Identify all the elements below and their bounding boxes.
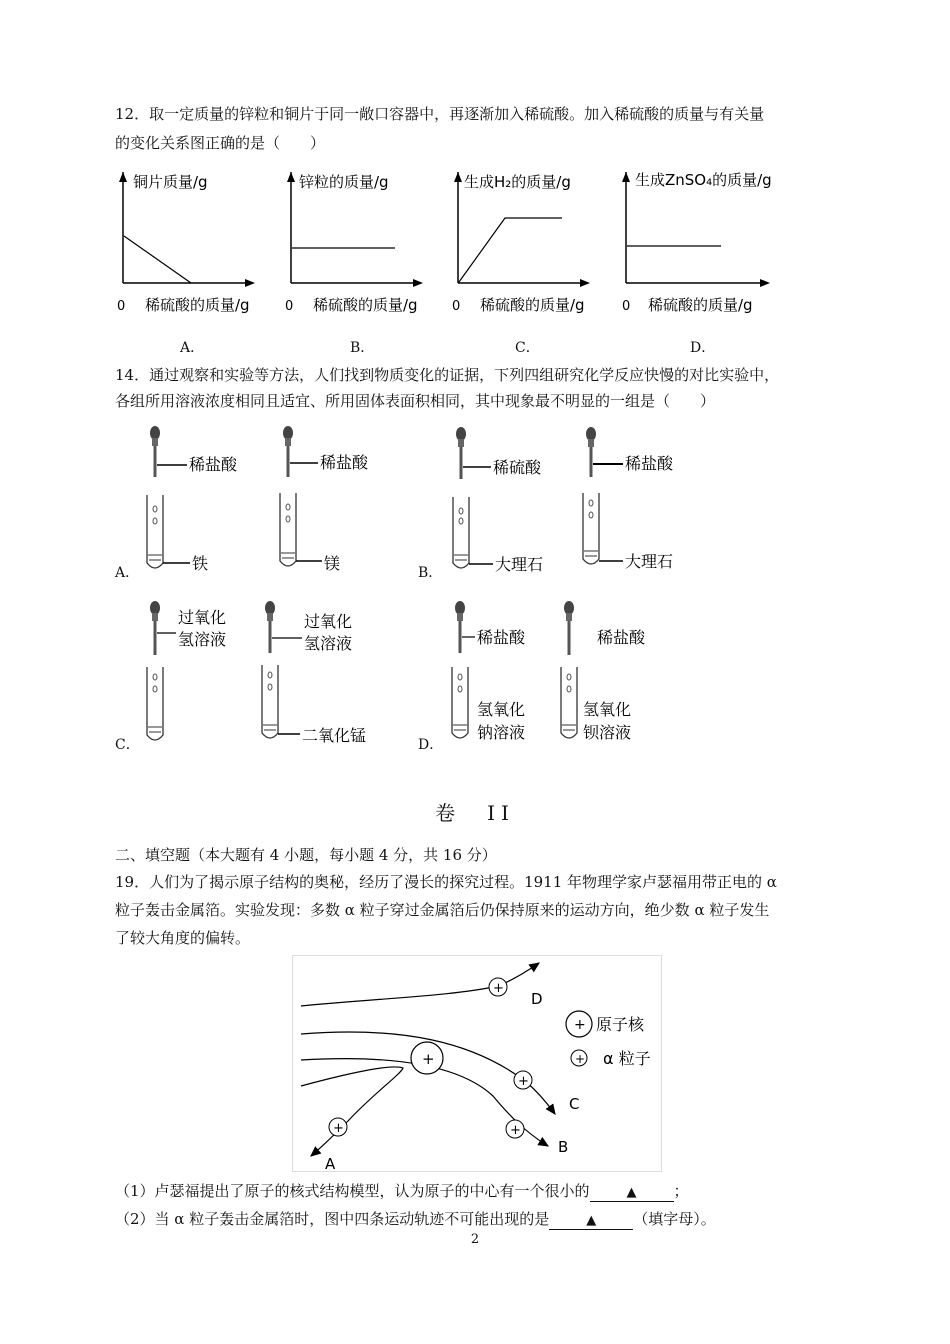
graph-a-xlabel: 稀硫酸的质量/g — [145, 296, 250, 314]
b-right-dropper-text: 稀盐酸 — [625, 454, 674, 473]
label-d: D — [531, 990, 543, 1008]
svg-text:+: + — [493, 981, 504, 996]
svg-text:+: + — [574, 1017, 586, 1033]
dropper-icon — [283, 426, 293, 477]
graph-c-line — [459, 218, 562, 282]
graph-b-option[interactable]: B． — [350, 340, 375, 356]
c-left-dropper-line2: 氢溶液 — [178, 630, 227, 649]
a-left-tube-text: 铁 — [192, 554, 209, 573]
test-tube-icon — [147, 495, 163, 568]
dropper-icon — [564, 601, 574, 655]
q12-line2: 的变化关系图正确的是（ ） — [115, 134, 326, 152]
sub2-text: （2）当 α 粒子轰击金属箔时，图中四条运动轨迹不可能出现的是 — [115, 1210, 550, 1228]
graph-b-xlabel: 稀硫酸的质量/g — [313, 296, 418, 314]
test-tube-icon — [147, 667, 163, 740]
graph-a-option[interactable]: A． — [180, 340, 205, 356]
dropper-icon — [455, 601, 465, 653]
q14-option-d-figure — [447, 595, 657, 750]
graph-d-ylabel: 生成ZnSO₄的质量/g — [635, 171, 772, 189]
c-right-tube-text: 二氧化锰 — [302, 726, 367, 745]
q14-option-d-label[interactable]: D． — [418, 737, 444, 753]
test-tube-icon — [280, 493, 296, 566]
graph-a-ylabel: 铜片质量/g — [133, 173, 208, 191]
b-left-dropper-text: 稀硫酸 — [493, 458, 542, 477]
legend-nucleus-text: 原子核 — [596, 1015, 645, 1034]
q14-option-c-figure — [142, 595, 376, 750]
svg-text:+: + — [510, 1123, 521, 1138]
graph-c — [450, 170, 598, 320]
page-number: 2 — [470, 1232, 480, 1247]
test-tube-icon — [583, 493, 599, 564]
test-tube-icon — [452, 667, 468, 738]
a-right-tube-text: 镁 — [324, 554, 341, 573]
test-tube-icon — [561, 667, 577, 738]
sub2 — [115, 1209, 716, 1230]
c-right-dropper-line1: 过氧化 — [304, 612, 353, 631]
d-left-tube-line1: 氢氧化 — [477, 700, 526, 719]
c-left-dropper-line1: 过氧化 — [178, 608, 227, 627]
graph-c-svg — [450, 170, 598, 320]
q14-option-b-svg — [447, 421, 685, 577]
q14-option-d-svg — [447, 595, 657, 750]
graph-a — [115, 170, 263, 320]
q14-option-a-figure — [142, 421, 376, 577]
graph-c-ylabel: 生成H₂的质量/g — [464, 173, 571, 191]
q14-option-b-label[interactable]: B． — [418, 565, 443, 581]
scattering-svg — [293, 956, 661, 1171]
graph-c-option[interactable]: C． — [515, 340, 540, 356]
a-right-dropper-text: 稀盐酸 — [320, 453, 369, 472]
graph-c-xlabel: 稀硫酸的质量/g — [480, 296, 585, 314]
sub1-end: ； — [673, 1182, 689, 1200]
svg-text:+: + — [333, 1121, 344, 1136]
label-b: B — [558, 1138, 569, 1156]
sub1 — [115, 1181, 689, 1202]
q12-line1: 12．取一定质量的锌粒和铜片于同一敞口容器中，再逐渐加入稀硫酸。加入稀硫酸的质量与有关量 — [115, 105, 765, 123]
graph-a-line — [124, 236, 191, 283]
q19-line2: 粒子轰击金属箔。实验发现：多数 α 粒子穿过金属箔后仍保持原来的运动方向，绝少数 α 粒子发生 — [115, 901, 770, 919]
section-title: 卷 II — [435, 801, 515, 825]
track-a — [301, 1067, 403, 1156]
svg-text:+: + — [422, 1050, 435, 1068]
sub1-text: （1）卢瑟福提出了原子的核式结构模型，认为原子的中心有一个很小的 — [115, 1182, 590, 1200]
label-c: C — [569, 1095, 580, 1113]
d-right-dropper-text: 稀盐酸 — [597, 628, 646, 647]
graph-d-xlabel: 稀硫酸的质量/g — [648, 296, 753, 314]
q14-line2: 各组所用溶液浓度相同且适宜、所用固体表面积相同，其中现象最不明显的一组是（ ） — [115, 392, 716, 410]
q14-option-c-label[interactable]: C． — [115, 737, 140, 753]
dropper-icon — [586, 427, 596, 477]
graph-b-svg — [283, 170, 431, 320]
sub2-end: （填字母）。 — [633, 1210, 716, 1228]
svg-text:+: + — [575, 1052, 586, 1066]
q14-option-a-label[interactable]: A． — [115, 565, 140, 581]
q14-line1: 14．通过观察和实验等方法，人们找到物质变化的证据，下列四组研究化学反应快慢的对比实验中， — [115, 366, 780, 384]
test-tube-icon — [262, 665, 278, 738]
d-right-tube-line1: 氢氧化 — [583, 700, 632, 719]
legend-alpha-text: α 粒子 — [603, 1049, 651, 1068]
graph-d-option[interactable]: D． — [690, 340, 716, 356]
svg-text:+: + — [518, 1074, 529, 1089]
graph-b — [283, 170, 431, 320]
q14-option-a-svg — [142, 421, 376, 577]
q14-option-b-figure — [447, 421, 685, 577]
dropper-icon — [265, 601, 275, 653]
answer-blank-2[interactable]: ▲ — [549, 1213, 633, 1230]
part2-heading: 二、填空题（本大题有 4 小题，每小题 4 分，共 16 分） — [115, 846, 497, 864]
d-right-tube-line2: 钡溶液 — [583, 723, 632, 742]
dropper-icon — [456, 427, 466, 479]
d-left-tube-line2: 钠溶液 — [477, 723, 526, 742]
dropper-icon — [150, 426, 160, 477]
label-a: A — [325, 1155, 336, 1171]
q19-line3: 了较大角度的偏转。 — [115, 929, 251, 947]
test-tube-icon — [453, 497, 469, 568]
graph-d — [618, 166, 788, 320]
graph-d-origin: 0 — [622, 299, 631, 314]
graph-c-origin: 0 — [452, 299, 461, 314]
q14-option-c-svg — [142, 595, 376, 750]
graph-b-ylabel: 锌粒的质量/g — [299, 173, 389, 191]
c-right-dropper-line2: 氢溶液 — [304, 634, 353, 653]
dropper-icon — [150, 601, 160, 655]
graph-a-origin: 0 — [117, 299, 126, 314]
b-left-tube-text: 大理石 — [495, 555, 544, 574]
b-right-tube-text: 大理石 — [625, 552, 674, 571]
a-left-dropper-text: 稀盐酸 — [189, 455, 238, 474]
graph-a-svg — [115, 170, 263, 320]
q19-line1: 19．人们为了揭示原子结构的奥秘，经历了漫长的探究过程。1911 年物理学家卢瑟福用带正电的 α — [115, 873, 777, 891]
answer-blank-1[interactable]: ▲ — [590, 1185, 674, 1202]
scattering-diagram — [292, 955, 662, 1172]
graph-d-svg — [618, 166, 788, 320]
graph-b-origin: 0 — [285, 299, 294, 314]
d-left-dropper-text: 稀盐酸 — [477, 628, 526, 647]
